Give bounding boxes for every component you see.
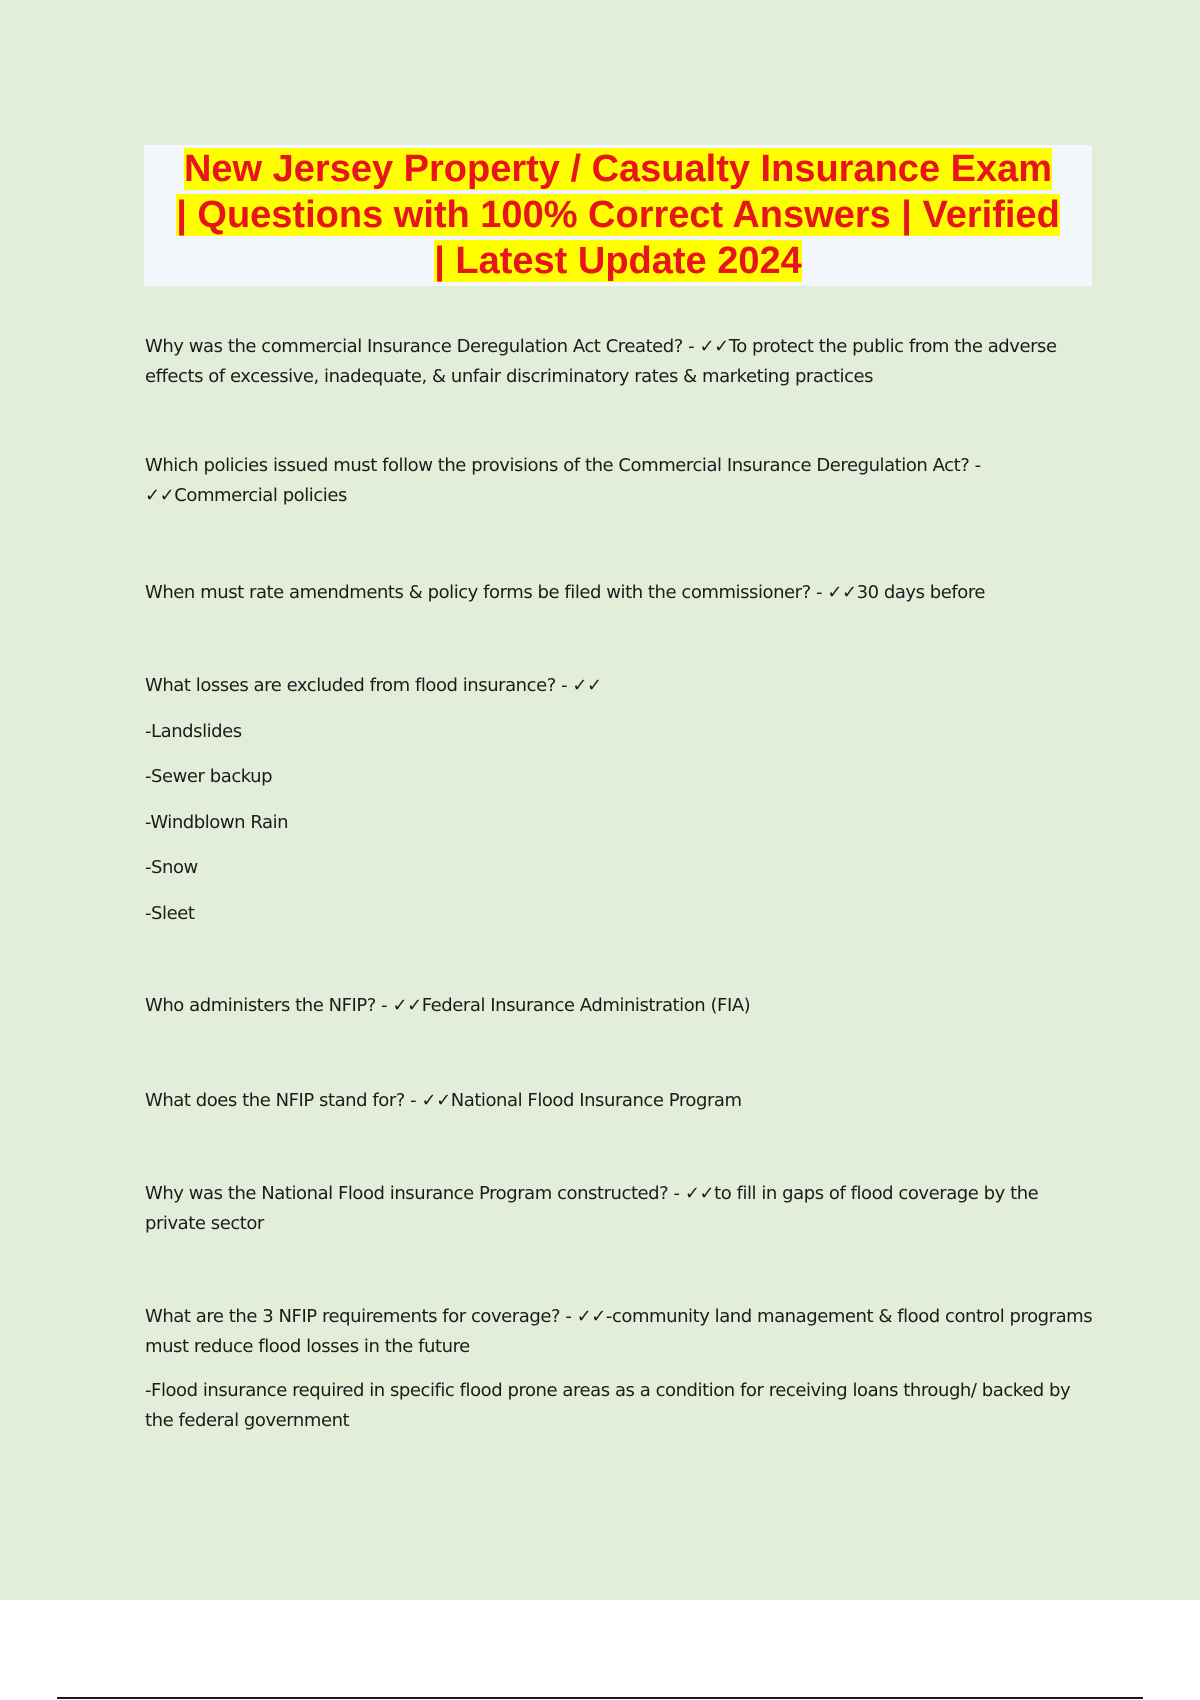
check-icon: ✓✓ xyxy=(392,995,422,1016)
qa-item-2 xyxy=(145,451,1095,511)
qa-item-4 xyxy=(145,671,1095,701)
qa-item-8 xyxy=(145,1302,1095,1362)
answer-text: -community land management & flood control programs must reduce flood losses in the future xyxy=(145,1306,1093,1357)
list-item: -Sleet xyxy=(145,903,195,924)
question-text: What losses are excluded from flood insurance? - xyxy=(145,675,573,696)
qa-item-3 xyxy=(145,578,1095,608)
list-item: -Snow xyxy=(145,857,198,878)
check-icon: ✓✓ xyxy=(684,1183,715,1204)
answer-text: National Flood Insurance Program xyxy=(450,1090,742,1111)
question-text: Why was the commercial Insurance Deregulation Act Created? - xyxy=(145,336,700,357)
question-text: Who administers the NFIP? - xyxy=(145,995,393,1016)
question-text: Why was the National Flood insurance Program constructed? - xyxy=(145,1183,685,1204)
list-item: -Landslides xyxy=(145,721,242,742)
question-text: Which policies issued must follow the provisions of the Commercial Insurance Deregulation Act? - xyxy=(145,455,981,476)
answer-text: to fill in gaps of flood coverage by the private sector xyxy=(145,1183,1039,1234)
title-line-1: New Jersey Property / Casualty Insurance Exam xyxy=(183,148,1053,190)
qa-item-5 xyxy=(145,991,1095,1021)
question-text: When must rate amendments & policy forms be filed with the commissioner? - xyxy=(145,582,828,603)
question-text: What are the 3 NFIP requirements for coverage? - xyxy=(145,1306,577,1327)
title-line-2: | Questions with 100% Correct Answers | Verified xyxy=(176,194,1060,236)
qa-item-1 xyxy=(145,332,1095,392)
footer-divider xyxy=(57,1697,1143,1699)
check-icon: ✓✓ xyxy=(576,1306,606,1327)
check-icon: ✓✓ xyxy=(699,336,729,357)
check-icon: ✓✓ xyxy=(572,675,602,696)
list-item: -Sewer backup xyxy=(145,766,273,787)
answer-text: To protect the public from the adverse effects of excessive, inadequate, & unfair discriminatory rates & marketing practices xyxy=(145,336,1057,387)
title-line-3: | Latest Update 2024 xyxy=(434,240,802,282)
answer-continuation: -Flood insurance required in specific flood prone areas as a condition for receiving loans through/ backed by the federal government xyxy=(145,1380,1071,1431)
document-title xyxy=(144,145,1092,286)
answer-text: Commercial policies xyxy=(174,485,347,506)
question-text: What does the NFIP stand for? - xyxy=(145,1090,422,1111)
list-item: -Windblown Rain xyxy=(145,812,289,833)
check-icon: ✓✓ xyxy=(827,582,857,603)
answer-text: Federal Insurance Administration (FIA) xyxy=(421,995,751,1016)
check-icon: ✓✓ xyxy=(421,1090,451,1111)
check-icon: ✓✓ xyxy=(145,485,175,506)
qa-item-6 xyxy=(145,1086,1095,1116)
answer-text: 30 days before xyxy=(856,582,986,603)
qa-item-7 xyxy=(145,1179,1095,1239)
